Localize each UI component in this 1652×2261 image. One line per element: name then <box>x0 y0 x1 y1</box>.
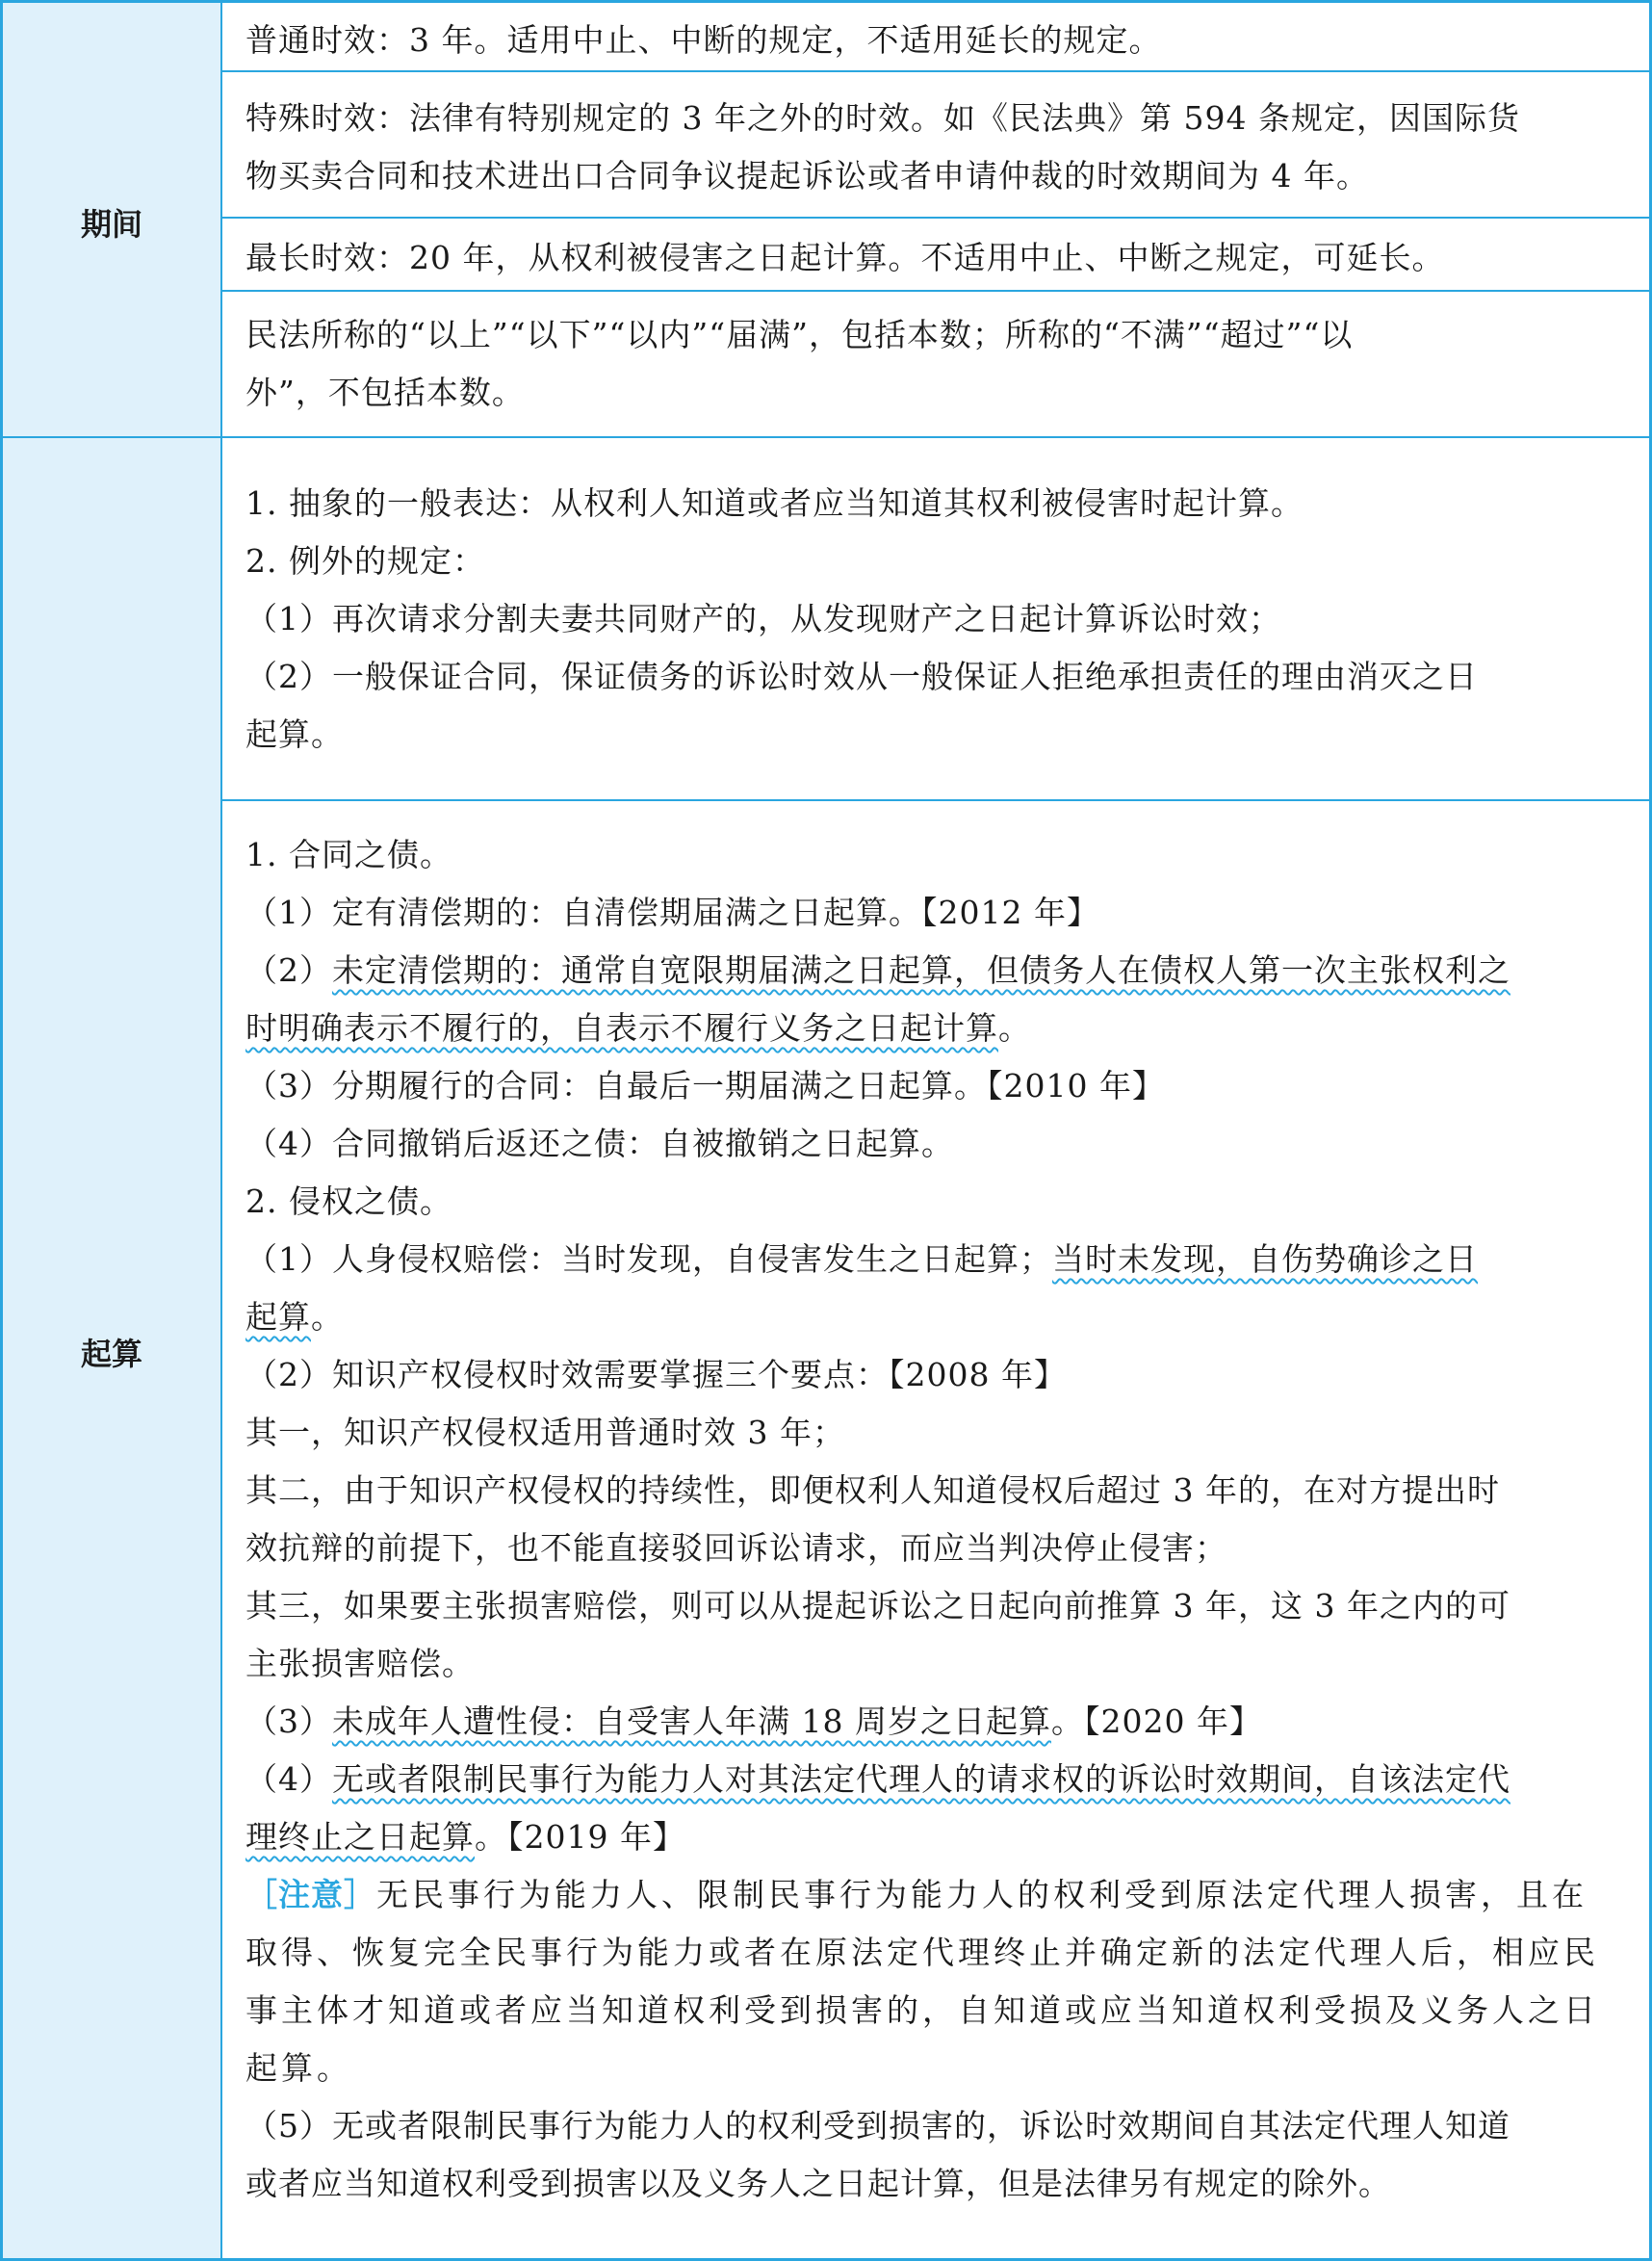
text-line: 民法所称的“以上”“以下”“以内”“届满”，包括本数；所称的“不满”“超过”“以 <box>245 316 1354 353</box>
text-line: 1. 合同之债。 <box>245 836 452 873</box>
text-line: 其一，知识产权侵权适用普通时效 3 年； <box>245 1414 845 1451</box>
label-column <box>3 3 222 2258</box>
emphasis-text: 时明确表示不履行的，自表示不履行义务之日起计算 <box>245 1009 998 1047</box>
emphasis-text: 起算 <box>245 1298 311 1336</box>
row-divider <box>220 217 1649 219</box>
text-line: （1）再次请求分割夫妻共同财产的，从发现财产之日起计算诉讼时效； <box>245 600 1281 637</box>
text-line: 特殊时效：法律有特别规定的 3 年之外的时效。如《民法典》第 594 条规定，因国际货 <box>245 99 1520 137</box>
text-line: （2）知识产权侵权时效需要掌握三个要点：【2008 年】 <box>245 1356 1067 1393</box>
period-longest <box>245 229 1632 287</box>
text-line: （2）一般保证合同，保证债务的诉讼时效从一般保证人拒绝承担责任的理由消灭之日 <box>245 658 1478 695</box>
text-line <box>245 1231 1632 1288</box>
text-line: 普通时效：3 年。适用中止、中断的规定，不适用延长的规定。 <box>245 21 1162 59</box>
emphasis-text: 无或者限制民事行为能力人对其法定代理人的请求权的诉讼时效期间，自该法定代 <box>332 1760 1510 1798</box>
note-line: 起算。 <box>245 2049 352 2087</box>
text-span: （4） <box>245 1760 332 1798</box>
note-line <box>245 1866 1632 1924</box>
text-line: 效抗辩的前提下，也不能直接驳回诉讼请求，而应当判决停止侵害； <box>245 1529 1227 1567</box>
text-line: 主张损害赔偿。 <box>245 1645 475 1682</box>
text-line: 其三，如果要主张损害赔偿，则可以从提起诉讼之日起向前推算 3 年，这 3 年之内的可 <box>245 1587 1510 1624</box>
text-line: 1. 抽象的一般表达：从权利人知道或者应当知道其权利被侵害时起计算。 <box>245 484 1304 522</box>
text-span: 。 <box>998 1009 1031 1047</box>
emphasis-text: 当时未发现，自伤势确诊之日 <box>1052 1240 1478 1278</box>
note-text: 无民事行为能力人、限制民事行为能力人的权利受到原法定代理人损害，且在 <box>376 1876 1587 1913</box>
text-line: 最长时效：20 年，从权利被侵害之日起计算。不适用中止、中断之规定，可延长。 <box>245 239 1445 276</box>
period-counting-rule <box>245 306 1632 422</box>
section-divider <box>3 436 1649 438</box>
text-line: （4）合同撤销后返还之债：自被撤销之日起算。 <box>245 1125 954 1162</box>
text-line: 物买卖合同和技术进出口合同争议提起诉讼或者申请仲裁的时效期间为 4 年。 <box>245 157 1369 195</box>
emphasis-text: 理终止之日起算 <box>245 1818 475 1856</box>
start-general <box>245 475 1632 764</box>
text-span: （3） <box>245 1702 332 1740</box>
text-line <box>245 1000 1632 1057</box>
text-line: （5）无或者限制民事行为能力人的权利受到损害的，诉讼时效期间自其法定代理人知道 <box>245 2107 1510 2144</box>
text-line: （3）分期履行的合同：自最后一期届满之日起算。【2010 年】 <box>245 1067 1165 1105</box>
text-line: 外”，不包括本数。 <box>245 374 525 411</box>
start-detail <box>245 826 1632 2213</box>
note-line: 取得、恢复完全民事行为能力或者在原法定代理终止并确定新的法定代理人后，相应民 <box>245 1934 1599 1971</box>
text-span: （2） <box>245 951 332 989</box>
text-line <box>245 1808 1632 1866</box>
text-line: 起算。 <box>245 715 344 753</box>
text-line: 2. 例外的规定： <box>245 542 485 580</box>
note-line: 事主体才知道或者应当知道权利受到损害的，自知道或应当知道权利受损及义务人之日 <box>245 1991 1599 2029</box>
text-line <box>245 942 1632 1000</box>
text-line <box>245 1693 1632 1751</box>
text-line <box>245 1751 1632 1808</box>
text-span: 。【2019 年】 <box>475 1818 685 1856</box>
text-line: （1）定有清偿期的：自清偿期届满之日起算。【2012 年】 <box>245 894 1099 931</box>
row-divider <box>220 290 1649 292</box>
text-line: 2. 侵权之债。 <box>245 1182 452 1220</box>
text-span: 。【2020 年】 <box>1050 1702 1262 1740</box>
row-divider <box>220 70 1649 72</box>
text-line <box>245 1288 1632 1346</box>
label-period: 期间 <box>80 206 142 243</box>
row-divider <box>220 799 1649 801</box>
text-span: 。 <box>311 1298 344 1336</box>
text-line: 其二，由于知识产权侵权的持续性，即便权利人知道侵权后超过 3 年的，在对方提出时 <box>245 1471 1500 1509</box>
emphasis-text: 未成年人遭性侵：自受害人年满 18 周岁之日起算 <box>332 1702 1051 1740</box>
period-special <box>245 90 1632 205</box>
note-tag: ［注意］ <box>245 1876 376 1913</box>
label-start: 起算 <box>80 1336 142 1372</box>
emphasis-text: 未定清偿期的：通常自宽限期届满之日起算，但债务人在债权人第一次主张权利之 <box>332 951 1510 989</box>
text-span: （1）人身侵权赔偿：当时发现，自侵害发生之日起算； <box>245 1240 1052 1278</box>
text-line: 或者应当知道权利受到损害以及义务人之日起计算，但是法律另有规定的除外。 <box>245 2165 1391 2202</box>
period-ordinary <box>245 12 1632 69</box>
